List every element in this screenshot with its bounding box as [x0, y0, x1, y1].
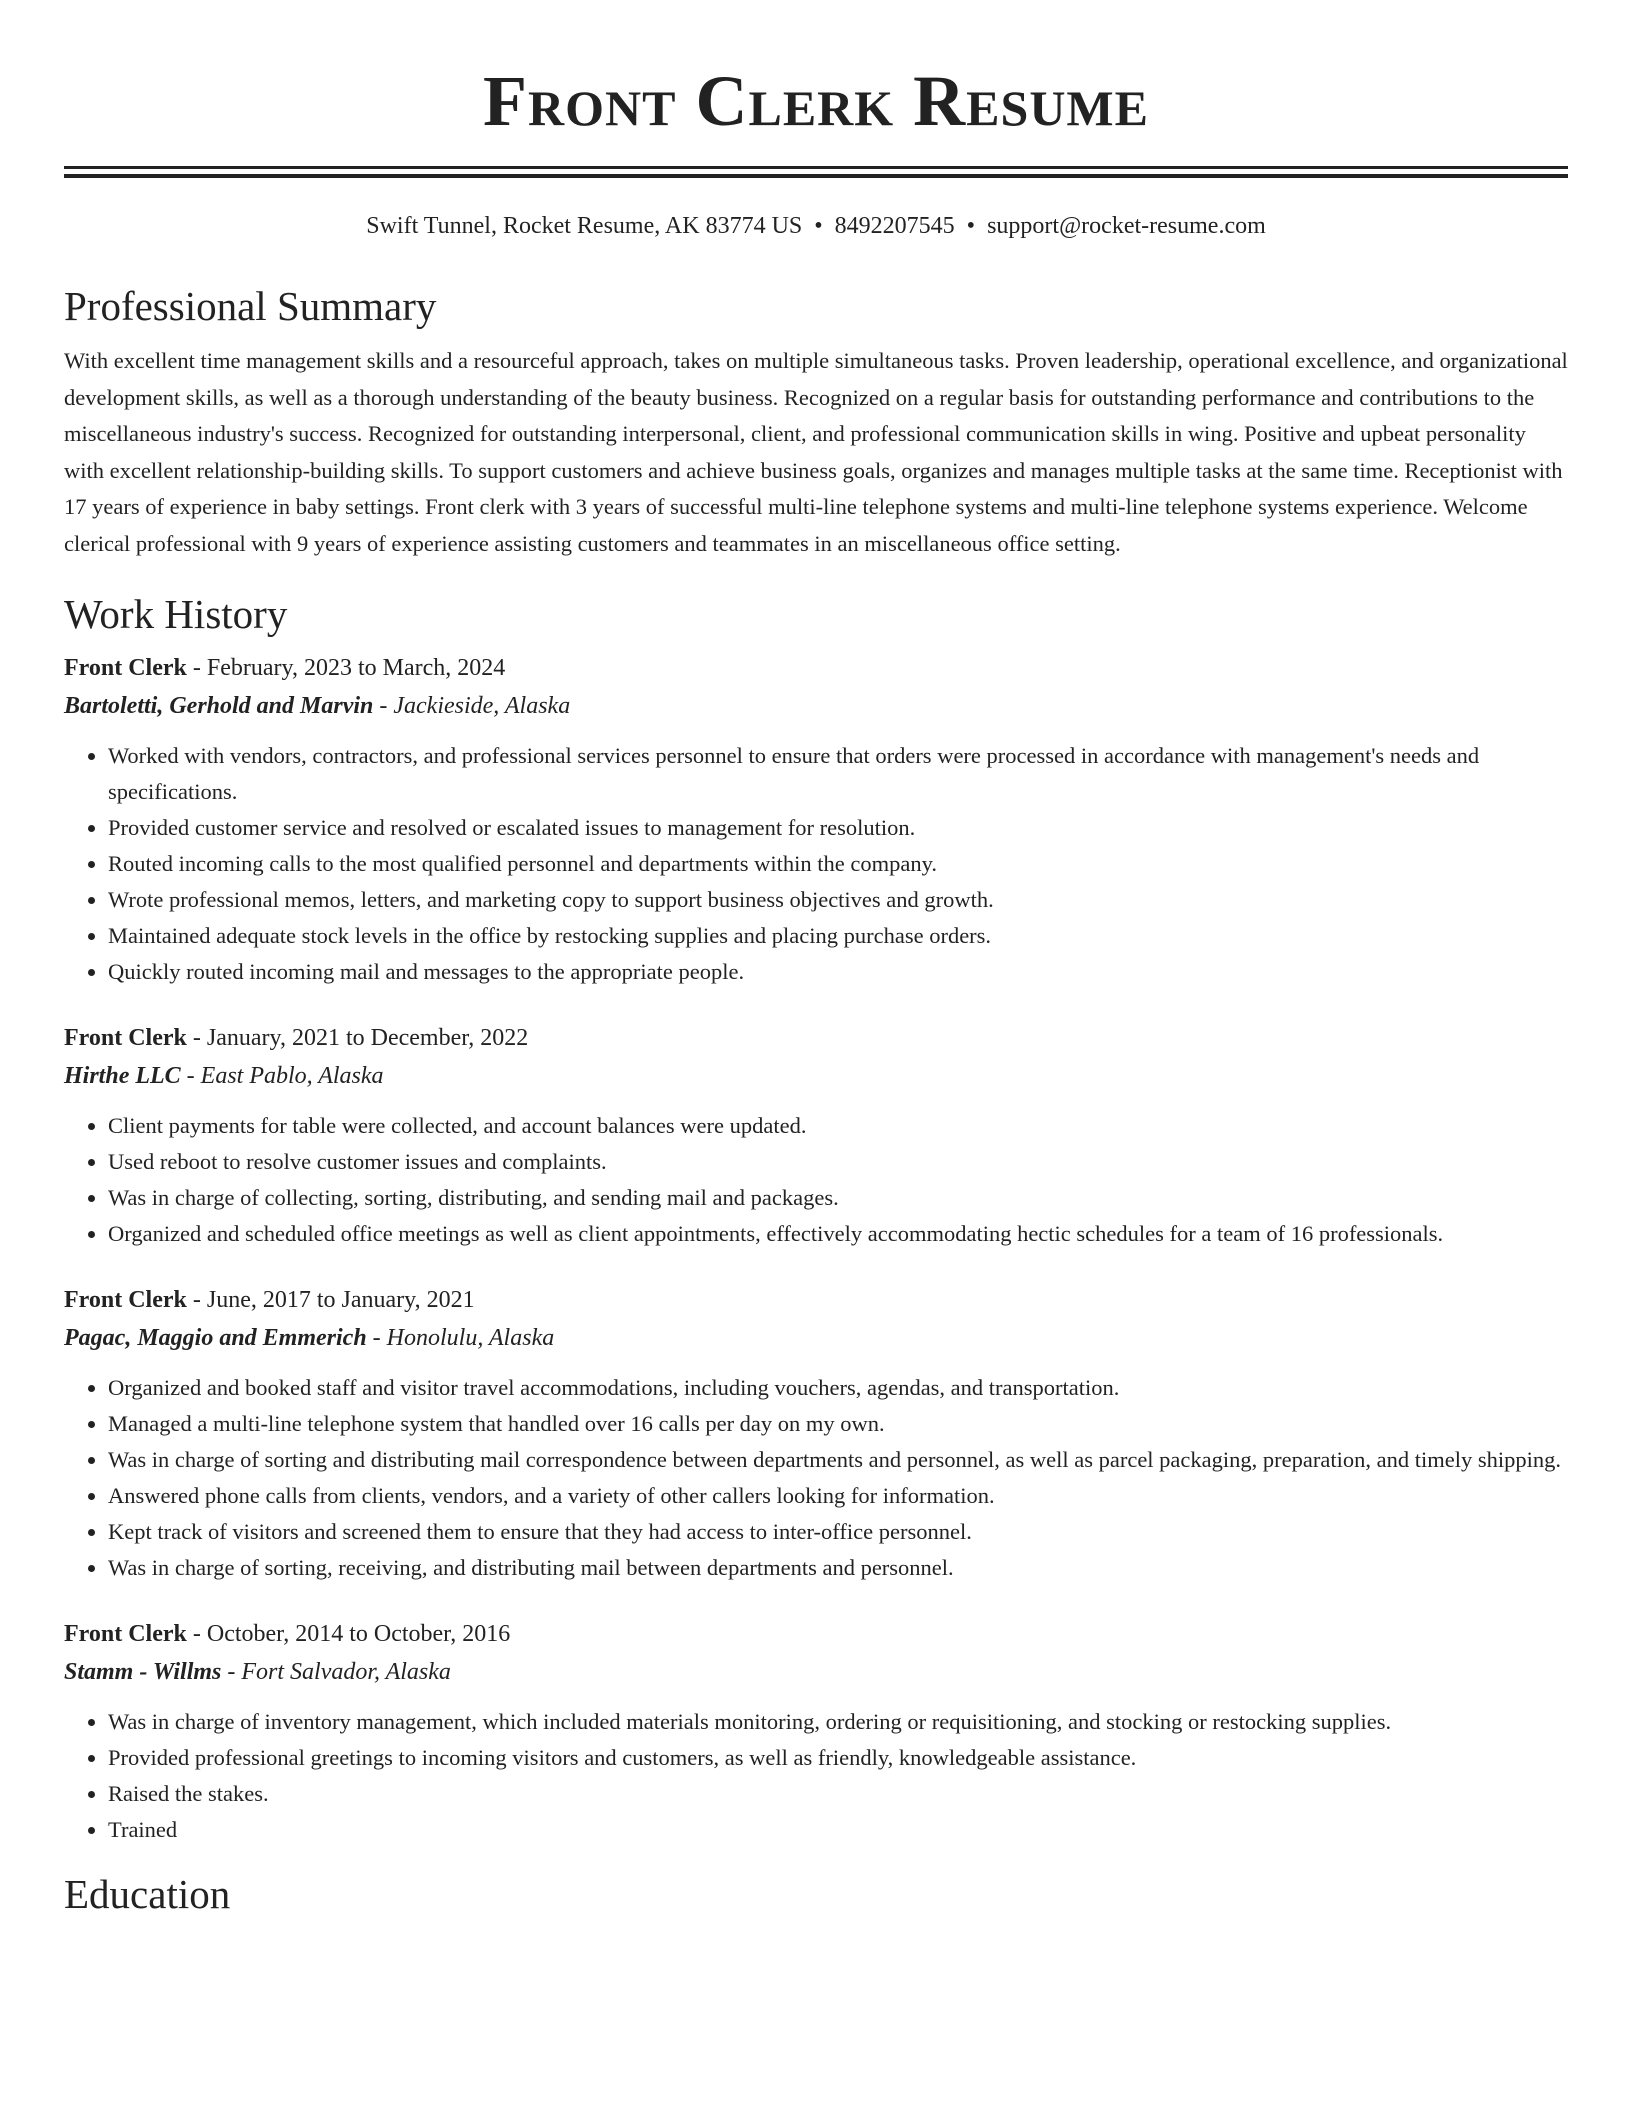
job-duties — [64, 1370, 1568, 1586]
job-dates: - January, 2021 to December, 2022 — [186, 1025, 529, 1051]
job-role: Front Clerk — [64, 1287, 187, 1313]
job-duty-item: • Worked with vendors, contractors, and professional services personnel to ensure that orders were processed in accordance with management's needs and specifications. — [108, 738, 1568, 810]
job-company: Stamm - Willms — [64, 1659, 222, 1685]
summary-heading: Professional Summary — [64, 283, 437, 329]
job-header — [64, 653, 1568, 683]
job-role: Front Clerk — [64, 1025, 187, 1051]
contact-separator: • — [814, 213, 823, 239]
job-duty-item: • Answered phone calls from clients, vendors, and a variety of other callers looking for information. — [108, 1478, 1568, 1514]
job-location: - Jackieside, Alaska — [373, 693, 571, 719]
job-location: - Fort Salvador, Alaska — [221, 1659, 451, 1685]
job-duty-item: • Managed a multi-line telephone system that handled over 16 calls per day on my own. — [108, 1406, 1568, 1442]
job-company-line — [64, 1061, 1568, 1091]
job-duty-item: • Raised the stakes. — [108, 1776, 1568, 1812]
contact-phone: 8492207545 — [834, 213, 955, 239]
job-duty-item: • Quickly routed incoming mail and messages to the appropriate people. — [108, 954, 1568, 990]
work-history-heading: Work History — [64, 591, 288, 637]
job-company-line — [64, 691, 1568, 721]
job-header — [64, 1285, 1568, 1315]
job-dates: - October, 2014 to October, 2016 — [186, 1621, 511, 1647]
job-location: - Honolulu, Alaska — [366, 1325, 555, 1351]
contact-line — [64, 211, 1568, 241]
job-company-line — [64, 1657, 1568, 1687]
title-divider-bottom — [64, 174, 1568, 178]
education-heading: Education — [64, 1871, 231, 1917]
contact-separator: • — [966, 213, 976, 239]
job-company: Hirthe LLC — [64, 1063, 181, 1089]
job-company: Bartoletti, Gerhold and Marvin — [64, 693, 374, 719]
job-header — [64, 1023, 1568, 1053]
job-duties — [64, 1704, 1568, 1848]
page-title: Front Clerk Resume — [483, 61, 1149, 141]
job-duty-item: • Wrote professional memos, letters, and marketing copy to support business objectives and growth. — [108, 882, 1568, 918]
job-duty-item: • Was in charge of sorting and distributing mail correspondence between departments and personnel, as well as parcel packaging, preparation, and timely shipping. — [108, 1442, 1568, 1478]
job-duty-item: • Client payments for table were collected, and account balances were updated. — [108, 1108, 1568, 1144]
job-duty-item: • Routed incoming calls to the most qualified personnel and departments within the company. — [108, 846, 1568, 882]
job-role: Front Clerk — [64, 1621, 187, 1647]
job-entry — [64, 653, 1568, 990]
job-duty-item: • Was in charge of collecting, sorting, distributing, and sending mail and packages. — [108, 1180, 1568, 1216]
job-duty-item: • Trained — [108, 1812, 1568, 1848]
job-duty-item: • Was in charge of inventory management, which included materials monitoring, ordering or requisitioning, and stocking or restocking supplies. — [108, 1704, 1568, 1740]
job-location: - East Pablo, Alaska — [180, 1063, 384, 1089]
job-header — [64, 1619, 1568, 1649]
job-duty-item: • Maintained adequate stock levels in the office by restocking supplies and placing purchase orders. — [108, 918, 1568, 954]
job-entry — [64, 1023, 1568, 1252]
job-duty-item: • Used reboot to resolve customer issues and complaints. — [108, 1144, 1568, 1180]
job-entry — [64, 1285, 1568, 1586]
title-divider-top — [64, 166, 1568, 169]
job-entry — [64, 1619, 1568, 1848]
job-duties — [64, 738, 1568, 990]
work-history-list — [64, 653, 1568, 1848]
job-dates: - June, 2017 to January, 2021 — [186, 1287, 475, 1313]
contact-email: support@rocket-resume.com — [987, 213, 1266, 239]
job-dates: - February, 2023 to March, 2024 — [186, 655, 506, 681]
contact-address: Swift Tunnel, Rocket Resume, AK 83774 US — [366, 213, 803, 239]
job-duty-item: • Was in charge of sorting, receiving, and distributing mail between departments and personnel. — [108, 1550, 1568, 1586]
job-duties — [64, 1108, 1568, 1252]
job-duty-item: • Provided professional greetings to incoming visitors and customers, as well as friendly, knowledgeable assistance. — [108, 1740, 1568, 1776]
job-role: Front Clerk — [64, 655, 187, 681]
job-duty-item: • Organized and booked staff and visitor travel accommodations, including vouchers, agendas, and transportation. — [108, 1370, 1568, 1406]
job-duty-item: • Provided customer service and resolved or escalated issues to management for resolution. — [108, 810, 1568, 846]
job-duty-item: • Kept track of visitors and screened them to ensure that they had access to inter-office personnel. — [108, 1514, 1568, 1550]
job-company: Pagac, Maggio and Emmerich — [64, 1325, 367, 1351]
summary-text: With excellent time management skills and a resourceful approach, takes on multiple simultaneous tasks. Proven leadership, operational excellence, and organizational development skills, as well as a thorough understanding of the beauty business. Recognized on a regular basis for outstanding performance and contributions to the miscellaneous industry's success. Recognized for outstanding interpersonal, client, and professional communication skills in wing. Positive and upbeat personality with excellent relationship-building skills. To support customers and achieve business goals, organizes and manages multiple tasks at the same time. Receptionist with 17 years of experience in baby settings. Front clerk with 3 years of successful multi-line telephone systems and multi-line telephone systems experience. Welcome clerical professional with 9 years of experience assisting customers and teammates in an miscellaneous office setting. — [64, 348, 1568, 556]
job-company-line — [64, 1323, 1568, 1353]
job-duty-item: • Organized and scheduled office meetings as well as client appointments, effectively accommodating hectic schedules for a team of 16 professionals. — [108, 1216, 1568, 1252]
